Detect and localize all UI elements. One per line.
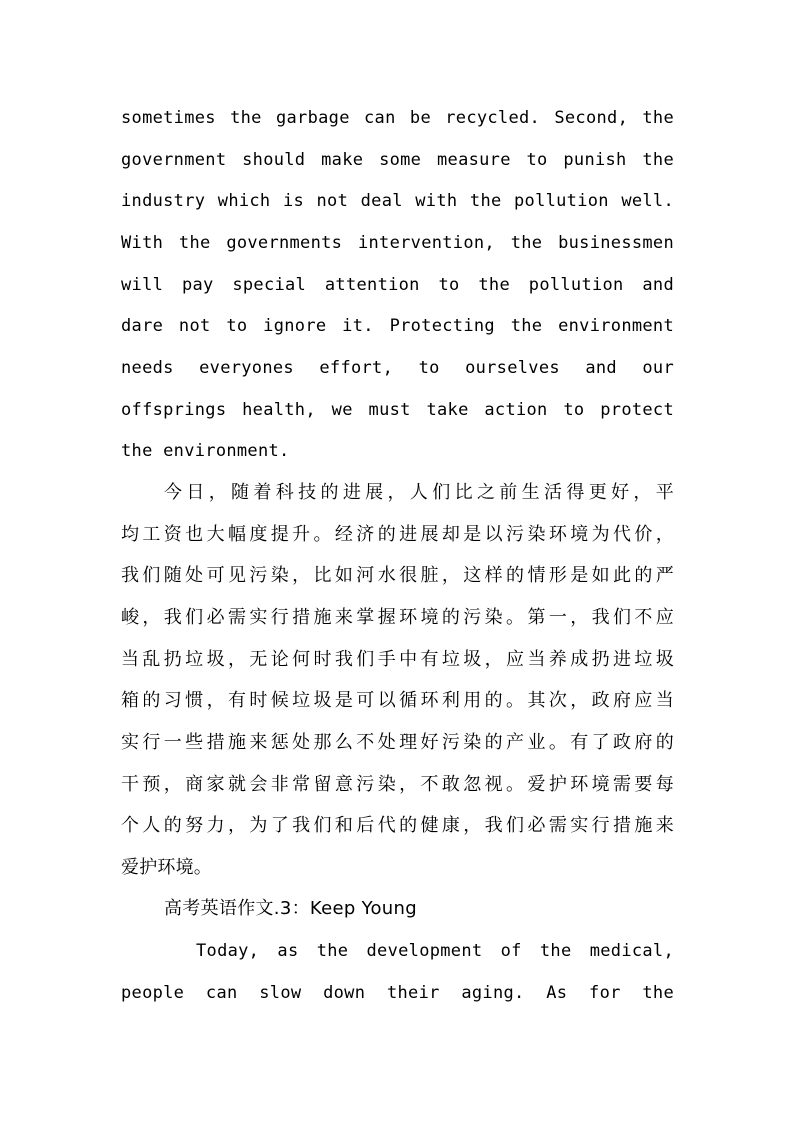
- text-line: offsprings health, we must take action to protect: [121, 400, 674, 420]
- text-line: government should make some measure to punish the: [121, 150, 674, 170]
- text-line: 个人的努力，为了我们和后代的健康，我们必需实行措施来: [121, 815, 674, 836]
- text-line: 当乱扔垃圾，无论何时我们手中有垃圾，应当养成扔进垃圾: [121, 649, 674, 670]
- text-line: 实行一些措施来惩处那么不处理好污染的产业。有了政府的: [121, 732, 674, 753]
- text-line: the environment.: [121, 441, 290, 461]
- text-line: people can slow down their aging. As for the: [121, 983, 674, 1003]
- text-line: 今日，随着科技的进展，人们比之前生活得更好，平: [164, 482, 674, 503]
- text-line: 均工资也大幅度提升。经济的进展却是以污染环境为代价，: [121, 524, 674, 545]
- text-line: needs everyones effort, to ourselves and our: [121, 358, 674, 378]
- text-line: 箱的习惯，有时候垃圾是可以循环利用的。其次，政府应当: [121, 690, 674, 711]
- text-line: Today, as the development of the medical,: [196, 941, 674, 961]
- text-line: 爱护环境。: [121, 857, 212, 878]
- text-line: 峻，我们必需实行措施来掌握环境的污染。第一，我们不应: [121, 607, 674, 628]
- text-line: will pay special attention to the pollution and: [121, 275, 674, 295]
- text-line: dare not to ignore it. Protecting the environment: [121, 316, 674, 336]
- text-line: 我们随处可见污染，比如河水很脏，这样的情形是如此的严: [121, 565, 674, 586]
- text-line: With the governments intervention, the businessmen: [121, 233, 674, 253]
- section-heading: 高考英语作文.3：Keep Young: [164, 898, 417, 919]
- text-line: industry which is not deal with the pollution well.: [121, 191, 674, 211]
- text-line: sometimes the garbage can be recycled. Second, the: [121, 108, 674, 128]
- text-line: 干预，商家就会非常留意污染，不敢忽视。爱护环境需要每: [121, 774, 674, 795]
